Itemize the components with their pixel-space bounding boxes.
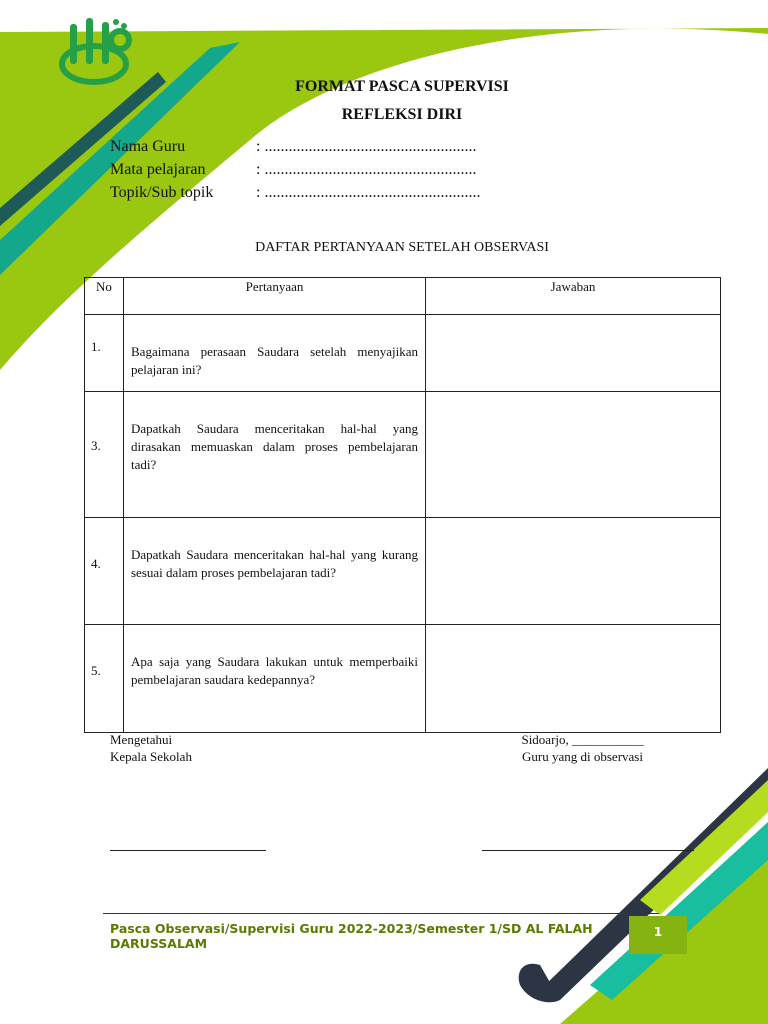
field-label: Topik/Sub topik [110, 184, 214, 201]
row-question: Apa saja yang Saudara lakukan untuk memperbaiki pembelajaran saudara kedepannya? [124, 625, 426, 733]
header-no: No [85, 278, 124, 315]
table-row [85, 625, 721, 733]
header-jawaban: Jawaban [426, 278, 721, 315]
document-title: FORMAT PASCA SUPERVISI [295, 78, 509, 95]
field-label: Nama Guru [110, 138, 186, 155]
table-row [85, 392, 721, 518]
signature-left-line2: Kepala Sekolah [110, 749, 192, 764]
field-mata-pelajaran [110, 158, 480, 181]
al-falah-logo [56, 12, 140, 88]
document-subtitle: REFLEKSI DIRI [341, 106, 463, 123]
question-table [84, 277, 721, 733]
row-question: Dapatkah Saudara menceritakan hal-hal yang dirasakan memuaskan dalam proses pembelajaran tadi? [124, 392, 426, 518]
answer-cell[interactable] [426, 518, 721, 625]
signature-left [110, 731, 192, 765]
row-question: Bagaimana perasaan Saudara setelah menyajikan pelajaran ini? [124, 315, 426, 392]
field-value: : ...................................................... [256, 184, 481, 201]
row-number: 1. [85, 315, 124, 392]
header-pertanyaan: Pertanyaan [124, 278, 426, 315]
table-header-row [85, 278, 721, 315]
signature-line-right [482, 850, 694, 851]
field-label: Mata pelajaran [110, 161, 206, 178]
field-value: : ..................................................... [256, 161, 477, 178]
row-number: 4. [85, 518, 124, 625]
footer-text: Pasca Observasi/Supervisi Guru 2022-2023/Semester 1/SD AL FALAH DARUSSALAM [110, 921, 593, 951]
footer-divider [103, 913, 659, 914]
field-topik [110, 181, 480, 204]
signature-left-line1: Mengetahui [110, 732, 173, 747]
row-number: 5. [85, 625, 124, 733]
row-question: Dapatkah Saudara menceritakan hal-hal yang kurang sesuai dalam proses pembelajaran tadi? [124, 518, 426, 625]
signature-line-left [110, 850, 266, 851]
signature-right-line2: Guru yang di observasi [522, 749, 643, 764]
answer-cell[interactable] [426, 392, 721, 518]
answer-cell[interactable] [426, 315, 721, 392]
answer-cell[interactable] [426, 625, 721, 733]
table-row [85, 315, 721, 392]
field-nama-guru [110, 135, 480, 158]
signature-right-line1: Sidoarjo, ___________ [521, 732, 644, 747]
section-heading: DAFTAR PERTANYAAN SETELAH OBSERVASI [255, 240, 549, 255]
identity-fields [110, 135, 480, 204]
row-number: 3. [85, 392, 124, 518]
table-row [85, 518, 721, 625]
signature-right [500, 731, 665, 765]
page-number-badge: 1 [629, 916, 687, 954]
field-value: : ..................................................... [256, 138, 477, 155]
